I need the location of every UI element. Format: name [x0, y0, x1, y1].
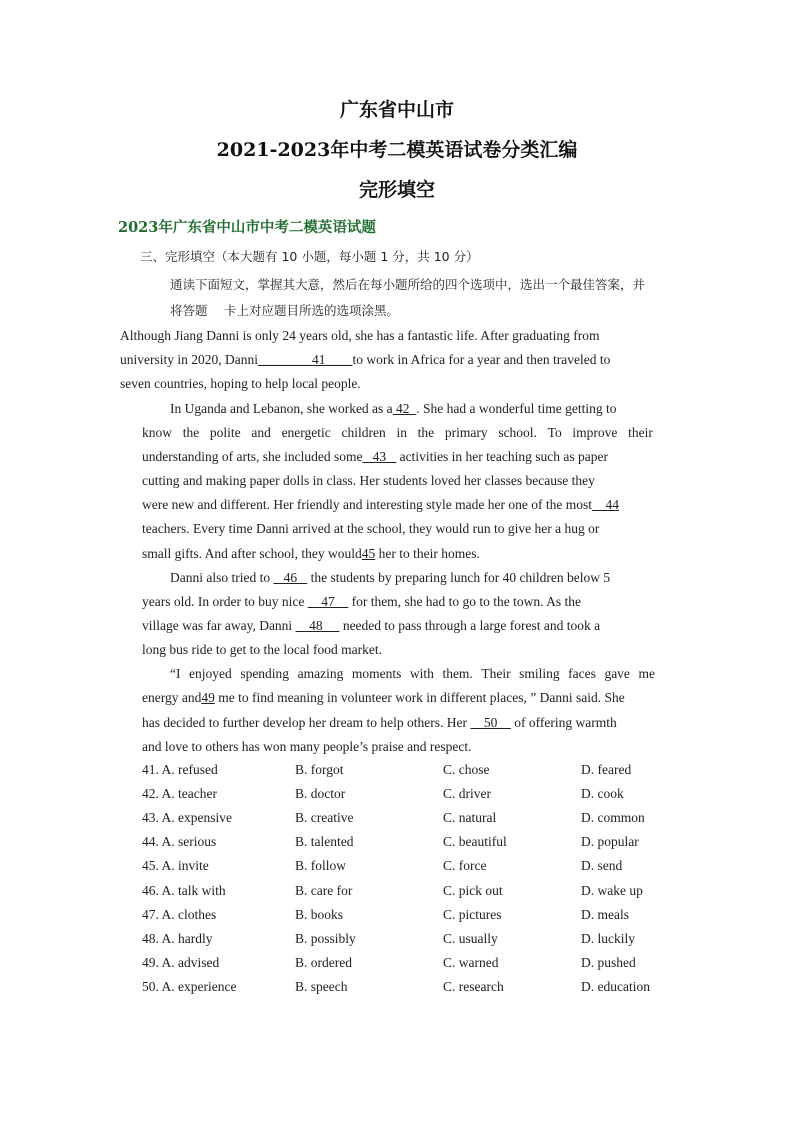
option-50-c: C. research: [443, 979, 504, 994]
text: Although Jiang Danni is only 24 years old, she has a fantastic life. After graduating from: [120, 328, 600, 343]
blank-49: 49: [201, 690, 215, 705]
text: her to their homes.: [375, 546, 480, 561]
doc-title-exam: 2021-2023年中考二模英语试卷分类汇编: [216, 139, 578, 161]
text: needed to pass through a large forest and took a: [339, 618, 601, 633]
word: faces: [568, 666, 596, 681]
option-45-d: D. send: [581, 858, 623, 873]
text: village was far away, Danni: [142, 618, 296, 633]
option-45-c: C. force: [443, 858, 487, 873]
option-41-b: B. forgot: [295, 762, 344, 777]
word: amazing: [297, 666, 344, 681]
option-41-d: D. feared: [581, 762, 632, 777]
option-44-a: 44. A. serious: [142, 834, 217, 849]
passage-p2-line-4: cutting and making paper dolls in class. Her students loved her classes because they: [142, 473, 595, 488]
text: activities in her teaching such as paper: [396, 449, 608, 464]
option-45-b: B. follow: [295, 858, 347, 873]
text: energy and: [142, 690, 202, 705]
word: polite: [209, 425, 241, 440]
passage-p4-line-2: [142, 689, 625, 707]
option-46-a: 46. A. talk with: [142, 883, 226, 898]
blank-44: 44: [591, 497, 619, 512]
text: to work in Africa for a year and then traveled to: [352, 352, 611, 367]
word: “I: [170, 666, 181, 681]
word: with: [409, 666, 434, 681]
option-48-d: D. luckily: [581, 931, 635, 946]
option-45-a: 45. A. invite: [142, 858, 209, 873]
question-41-options: [0, 762, 794, 782]
question-42-options: [0, 786, 794, 806]
blank-47: 47: [307, 594, 349, 609]
text: the students by preparing lunch for 40 children below 5: [307, 570, 611, 585]
passage-p2-line-7: [142, 545, 480, 563]
option-42-a: 42. A. teacher: [142, 786, 217, 801]
option-50-a: 50. A. experience: [142, 979, 237, 994]
passage-p2-line-2: [142, 424, 653, 442]
option-49-a: 49. A. advised: [142, 955, 220, 970]
option-48-a: 48. A. hardly: [142, 931, 213, 946]
passage-p2-line-6: teachers. Every time Danni arrived at the school, they would run to give her a hug or: [142, 521, 600, 536]
blank-41: ________41____: [258, 352, 353, 367]
option-46-d: D. wake up: [581, 883, 643, 898]
option-49-d: D. pushed: [581, 955, 636, 970]
question-48-options: [0, 931, 794, 951]
text: understanding of arts, she included some: [142, 449, 363, 464]
option-44-b: B. talented: [295, 834, 354, 849]
option-44-c: C. beautiful: [443, 834, 507, 849]
word: Their: [481, 666, 511, 681]
word: in: [396, 425, 407, 440]
option-44-d: D. popular: [581, 834, 639, 849]
word: the: [417, 425, 435, 440]
word: improve: [572, 425, 618, 440]
option-46-b: B. care for: [295, 883, 353, 898]
passage-p3-line-3: [142, 617, 600, 635]
passage-p2-line-1: [170, 400, 617, 418]
option-43-b: B. creative: [295, 810, 354, 825]
blank-48: 48: [295, 618, 340, 633]
word: their: [628, 425, 653, 440]
text: were new and different. Her friendly and interesting style made her one of the most: [142, 497, 592, 512]
word: know: [142, 425, 172, 440]
question-50-options: [0, 979, 794, 999]
option-42-c: C. driver: [443, 786, 491, 801]
option-43-c: C. natural: [443, 810, 497, 825]
passage-p2-line-5: [142, 496, 619, 514]
word: enjoyed: [189, 666, 232, 681]
instruction-line-1: 通读下面短文，掌握其大意，然后在每小题所给的四个选项中，选出一个最佳答案，并: [170, 277, 646, 292]
option-49-b: B. ordered: [295, 955, 352, 970]
question-46-options: [0, 883, 794, 903]
option-42-b: B. doctor: [295, 786, 346, 801]
question-43-options: [0, 810, 794, 830]
option-42-d: D. cook: [581, 786, 624, 801]
passage-p3-line-4: long bus ride to get to the local food market.: [142, 642, 382, 657]
text: has decided to further develop her dream to help others. Her: [142, 715, 471, 730]
option-41-a: 41. A. refused: [142, 762, 218, 777]
question-44-options: [0, 834, 794, 854]
blank-43: 43: [362, 449, 397, 464]
passage-p4-line-3: [142, 714, 617, 732]
question-45-options: [0, 858, 794, 878]
part-heading: 三、完形填空（本大题有 10 小题，每小题 1 分，共 10 分）: [140, 249, 479, 264]
option-47-c: C. pictures: [443, 907, 502, 922]
passage-p4-line-1: [170, 665, 655, 683]
word: primary: [444, 425, 488, 440]
blank-45: 45: [361, 546, 376, 561]
word: the: [182, 425, 200, 440]
passage-p3-line-1: [170, 569, 610, 587]
doc-title-type: 完形填空: [358, 179, 435, 201]
option-47-d: D. meals: [581, 907, 629, 922]
text: me to find meaning in volunteer work in different places, ” Danni said. She: [214, 690, 625, 705]
blank-50: 50: [470, 715, 511, 730]
word: them.: [442, 666, 473, 681]
option-48-b: B. possibly: [295, 931, 356, 946]
option-48-c: C. usually: [443, 931, 498, 946]
passage-p3-line-2: [142, 593, 581, 611]
question-47-options: [0, 907, 794, 927]
passage-p4-line-4: and love to others has won many people’s praise and respect.: [142, 739, 472, 754]
word: school.: [498, 425, 537, 440]
word: children: [341, 425, 386, 440]
option-47-b: B. books: [295, 907, 344, 922]
option-46-c: C. pick out: [443, 883, 503, 898]
option-41-c: C. chose: [443, 762, 490, 777]
text: of offering warmth: [510, 715, 617, 730]
text: for them, she had to go to the town. As the: [348, 594, 582, 609]
word: smiling: [519, 666, 560, 681]
text: small gifts. And after school, they would: [142, 546, 362, 561]
passage-p1-line-1: [120, 327, 620, 345]
blank-42: 42: [392, 401, 417, 416]
text: years old. In order to buy nice: [142, 594, 308, 609]
passage-p1-line-2: [120, 351, 610, 369]
option-43-d: D. common: [581, 810, 645, 825]
word: and: [251, 425, 271, 440]
option-50-b: B. speech: [295, 979, 348, 994]
passage-p2-line-3: [142, 448, 608, 466]
word: moments: [351, 666, 402, 681]
text: university in 2020, Danni: [120, 352, 258, 367]
word: energetic: [281, 425, 331, 440]
word: me: [638, 666, 655, 681]
word: gave: [604, 666, 630, 681]
option-43-a: 43. A. expensive: [142, 810, 232, 825]
option-50-d: D. education: [581, 979, 650, 994]
instruction-line-2: 将答题 卡上对应题目所选的选项涂黑。: [170, 303, 399, 318]
doc-title-region: 广东省中山市: [339, 99, 454, 121]
option-49-c: C. warned: [443, 955, 499, 970]
option-47-a: 47. A. clothes: [142, 907, 217, 922]
blank-46: 46: [273, 570, 308, 585]
question-49-options: [0, 955, 794, 975]
text: . She had a wonderful time getting to: [416, 401, 617, 416]
section-title: 2023年广东省中山市中考二模英语试题: [118, 219, 376, 236]
passage-p1-line-3: seven countries, hoping to help local people.: [120, 376, 361, 391]
word: To: [547, 425, 562, 440]
text: Danni also tried to: [170, 570, 274, 585]
word: spending: [240, 666, 290, 681]
text: In Uganda and Lebanon, she worked as a: [170, 401, 393, 416]
